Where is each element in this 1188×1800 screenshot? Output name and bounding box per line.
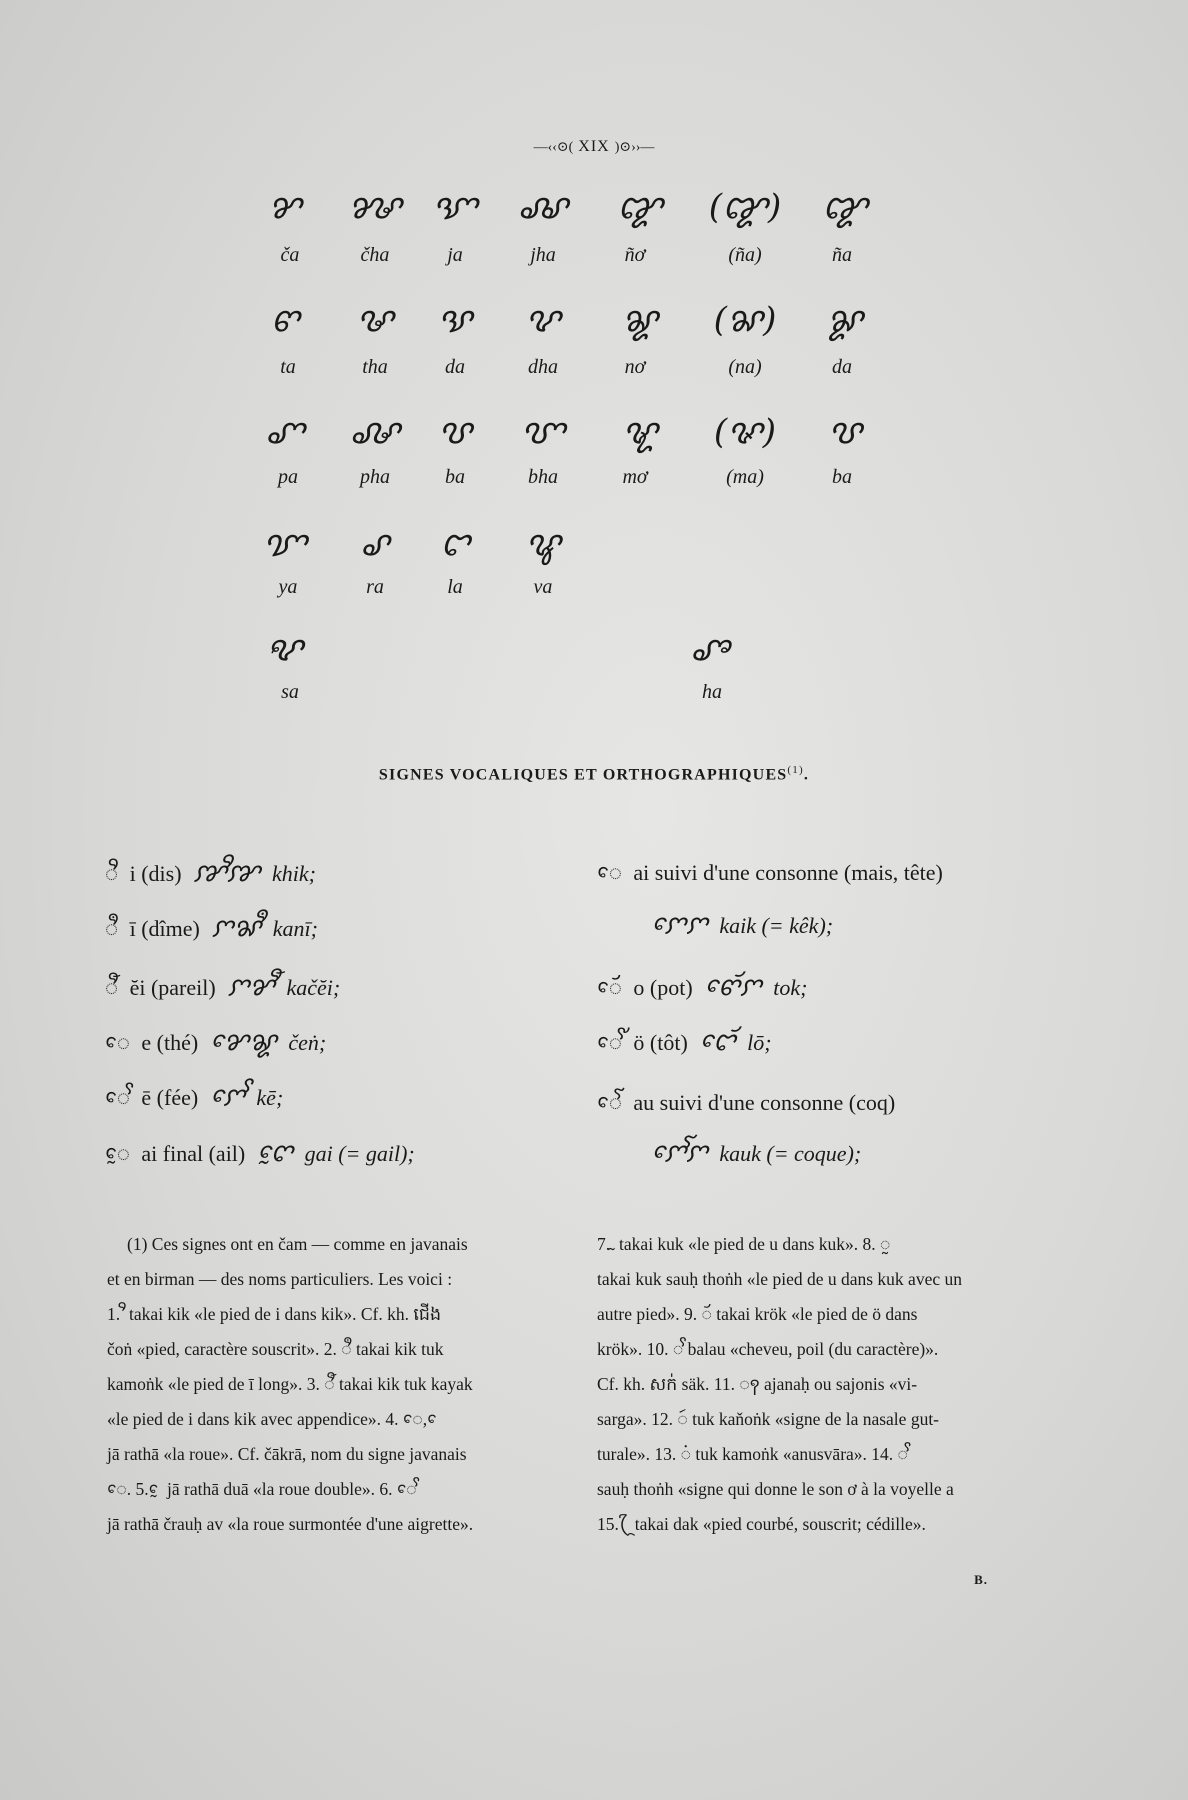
consonant-glyph: ꨑ — [822, 187, 868, 227]
consonant-label: da — [832, 356, 852, 378]
vowel-sound: ai final (ail) — [141, 1141, 246, 1166]
transliteration: tok; — [773, 975, 808, 1000]
section-title-period: . — [803, 766, 810, 784]
signature-mark: B. — [974, 1572, 988, 1587]
cham-example: ꨈꨰ — [256, 1138, 294, 1168]
consonant-label: pha — [360, 466, 390, 488]
vowel-sign-entry — [105, 908, 318, 946]
vowel-mark: ꨯꨩ — [105, 1086, 130, 1111]
vowel-sign-entry — [597, 1085, 895, 1118]
footnote-line: čoṅ «pied, caractère souscrit». 2. ꨫ takai kik tuk — [107, 1339, 444, 1359]
vowel-sound: i (dis) — [129, 861, 182, 886]
consonant-label: da — [445, 356, 465, 378]
consonant-glyph: ꨥ — [525, 524, 561, 564]
transliteration: lō; — [747, 1030, 772, 1055]
vowel-sound: o (pot) — [633, 975, 693, 1000]
consonant-glyph: ꨍ — [348, 187, 402, 227]
consonant-label: ñơ — [624, 244, 646, 266]
consonant-glyph: ꨨ — [690, 629, 730, 669]
consonant-glyph: ꨌ — [268, 187, 302, 227]
vowel-mark: ꨫ — [105, 917, 119, 942]
footnote-line: 1. ꨪ takai kik «le pied de i dans kik». Cf. kh. ជើង — [107, 1304, 442, 1324]
consonant-label: jha — [530, 244, 556, 266]
consonant-label: (ña) — [728, 244, 762, 266]
consonant-glyph: ꨏ — [517, 187, 569, 227]
footnote-line: krök». 10. ꨩ balau «cheveu, poil (du caractère)». — [597, 1339, 939, 1359]
consonant-label: ya — [278, 576, 298, 598]
footnote-line: jā rathā «la roue». Cf. čākrā, nom du signe javanais — [107, 1444, 467, 1464]
consonant-label: dha — [528, 356, 558, 378]
vowel-sign-entry — [105, 967, 340, 1005]
vowel-sign-entry — [597, 1022, 772, 1060]
vowel-mark: ꨬ — [105, 976, 119, 1001]
consonant-glyph: ꨎ — [432, 187, 478, 227]
vowel-sign-entry — [597, 855, 943, 888]
consonant-glyph: (ꨟ) — [713, 412, 777, 452]
transliteration: kē; — [256, 1085, 284, 1110]
vowel-mark: ꨰ — [105, 1142, 130, 1167]
footnote-line: autre pied». 9. ꨮ takai krök «le pied de ö dans — [597, 1304, 918, 1324]
footnote-line: takai kuk sauḥ thoṅh «le pied de u dans kuk avec un — [597, 1269, 962, 1289]
consonant-label: ta — [280, 356, 296, 378]
footnote-line: 7. ꨭ takai kuk «le pied de u dans kuk». 8. ꨭ — [597, 1234, 891, 1254]
page-number: XIX — [578, 138, 610, 155]
vowel-sound: ö (tôt) — [633, 1030, 688, 1055]
footnote-line: (1) Ces signes ont en čam — comme en javanais — [127, 1234, 468, 1254]
consonant-label: la — [447, 576, 463, 598]
vowel-mark: ꨯ — [105, 1031, 130, 1056]
cham-example: ꨆꨗꨫ — [211, 913, 262, 943]
consonant-label: ča — [280, 244, 300, 266]
vowel-sign-entry — [597, 967, 807, 1005]
consonant-glyph: ꨞ — [520, 412, 566, 452]
cham-example: ꨤꨯꨮ — [699, 1027, 736, 1057]
vowel-sound: au suivi d'une consonne (coq) — [633, 1090, 896, 1115]
vowel-sign-entry — [105, 853, 316, 891]
footnote-line: kamoṅk «le pied de ī long». 3. ꨬ takai kik tuk kayak — [107, 1374, 473, 1394]
footnote-line: sauḥ thoṅh «signe qui donne le son ơ à la voyelle a — [597, 1479, 954, 1499]
consonant-label: ra — [366, 576, 384, 598]
consonant-glyph: ꨚ — [265, 412, 305, 452]
transliteration: khik; — [271, 861, 316, 886]
consonant-glyph: ꨘ — [621, 300, 659, 340]
consonant-glyph: ꨢ — [262, 524, 308, 564]
transliteration: gai (= gail); — [304, 1141, 415, 1166]
transliteration: kanī; — [272, 916, 318, 941]
consonant-glyph: ꨦ — [266, 629, 304, 669]
header-ornament-left: —‹‹⊙( — [533, 140, 574, 155]
vowel-sound: ē (fée) — [141, 1085, 199, 1110]
cham-example: ꨌꨯꨘ — [209, 1027, 277, 1057]
consonant-label: va — [533, 576, 553, 598]
cham-example: ꨆꨯꨱꨆ — [651, 1138, 708, 1168]
vowel-mark: ꨪ — [105, 862, 119, 887]
consonant-glyph: (ꨑ) — [708, 187, 782, 227]
cham-example: ꨆꨯꨆ — [651, 910, 708, 940]
consonant-glyph: ꨓ — [270, 300, 300, 340]
consonant-label: ha — [702, 681, 722, 703]
footnote-line: et en birman — des noms particuliers. Les voici : — [107, 1269, 453, 1289]
footnote-left-column — [107, 1227, 550, 1542]
header-ornament-right: )⊙››— — [614, 140, 655, 155]
vowel-sound: e (thé) — [141, 1030, 199, 1055]
consonant-glyph: ꨝ — [437, 412, 473, 452]
consonant-label: (na) — [728, 356, 762, 378]
consonant-glyph: (ꨗ) — [713, 300, 777, 340]
consonant-label: sa — [281, 681, 299, 703]
vowel-sign-example — [645, 1133, 861, 1171]
cham-example: ꨇꨪꨇ — [193, 858, 261, 888]
vowel-mark: ꨯꨮꨩ — [597, 1031, 622, 1056]
footnote-line: turale». 13. ꩌ tuk kamoṅk «anusvāra». 14. ꨩ — [597, 1444, 908, 1464]
consonant-label: (ma) — [726, 466, 764, 488]
cham-example: ꨆꨯꨩ — [209, 1082, 245, 1112]
footnote-line: jā rathā črauḥ av «la roue surmontée d'une aigrette». — [107, 1514, 474, 1534]
transliteration: kačĕi; — [286, 975, 341, 1000]
consonant-glyph: ꨕ — [437, 300, 473, 340]
footnote-line: 15. ꨴ takai dak «pied courbé, souscrit; cédille». — [597, 1514, 926, 1534]
vowel-sign-example — [645, 905, 833, 943]
transliteration: kaik (= kêk); — [719, 913, 834, 938]
transliteration: kauk (= coque); — [719, 1141, 862, 1166]
consonant-glyph: ꨝ — [827, 412, 863, 452]
vowel-sign-entry — [105, 1022, 326, 1060]
consonant-glyph: ꨔ — [356, 300, 394, 340]
consonant-label: ja — [447, 244, 463, 266]
consonant-label: bha — [528, 466, 558, 488]
footnote-line: sarga». 12. ꩃ tuk kaňoṅk «signe de la nasale gut- — [597, 1409, 940, 1429]
page-header — [0, 138, 1188, 156]
footnote-line: «le pied de i dans kik avec appendice». 4. ꨯ, ꨯ — [107, 1409, 442, 1429]
transliteration: čeṅ; — [288, 1030, 327, 1055]
consonant-glyph: ꨑ — [617, 187, 663, 227]
footnote-right-column — [597, 1227, 1042, 1542]
consonant-label: ña — [832, 244, 852, 266]
footnote-line: Cf. kh. សក់ säk. 11. ꩍ ajanaḥ ou sajonis «vi- — [597, 1374, 918, 1394]
consonant-glyph: ꨣ — [360, 524, 390, 564]
consonant-label: mơ — [622, 466, 648, 488]
section-title — [0, 764, 1188, 784]
consonant-label: nơ — [624, 356, 646, 378]
consonant-glyph: ꨜ — [349, 412, 401, 452]
consonant-glyph: ꨤ — [440, 524, 470, 564]
consonant-label: ba — [445, 466, 465, 488]
footnote-line: ꨯ. 5. ꨰ jā rathā duā «la roue double». 6. ꨯꨩ — [107, 1479, 417, 1499]
vowel-sound: ai suivi d'une consonne (mais, tête) — [633, 860, 943, 885]
consonant-label: tha — [362, 356, 388, 378]
consonant-glyph: ꨠ — [622, 412, 658, 452]
vowel-mark: ꨯꨱ — [597, 1091, 622, 1116]
footnote-ref: (1) — [787, 764, 804, 776]
consonant-label: pa — [278, 466, 298, 488]
vowel-sign-entry — [105, 1133, 415, 1171]
consonant-glyph: ꨙ — [826, 300, 864, 340]
vowel-mark: ꨯ — [597, 861, 622, 886]
consonant-glyph: ꨖ — [525, 300, 561, 340]
cham-example: ꨆꨌꨬ — [227, 972, 275, 1002]
section-title-text: SIGNES VOCALIQUES ET ORTHOGRAPHIQUES — [378, 766, 788, 784]
cham-example: ꨓꨯꨮꨆ — [704, 972, 762, 1002]
vowel-sound: ī (dîme) — [129, 916, 200, 941]
vowel-sign-entry — [105, 1077, 283, 1115]
consonant-label: čha — [360, 244, 390, 266]
vowel-sound: ĕi (pareil) — [129, 975, 216, 1000]
vowel-mark: ꨯꨮ — [597, 976, 622, 1001]
consonant-label: ba — [832, 466, 852, 488]
